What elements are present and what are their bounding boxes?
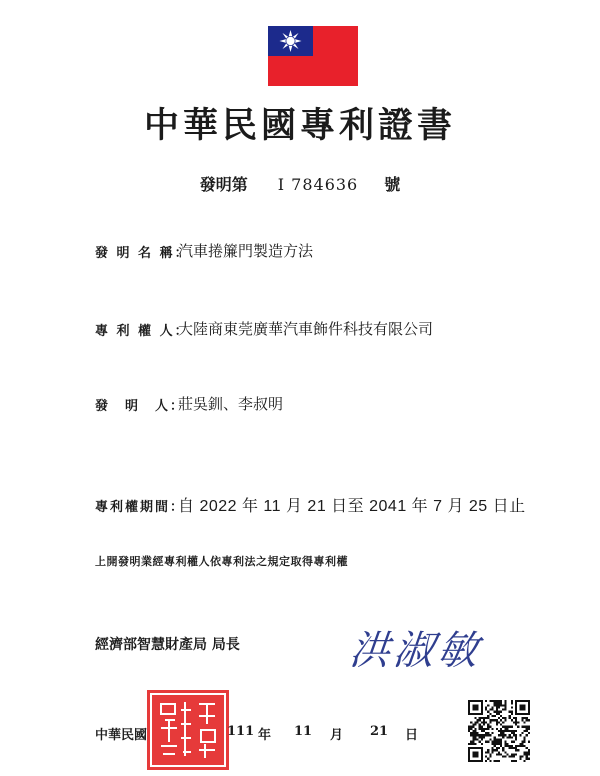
- inventor-label: 發 明 人：: [95, 399, 186, 414]
- patent-number-line: [0, 172, 600, 195]
- official-title: 經濟部智慧財產局 局長: [95, 637, 240, 653]
- issue-year: 111: [227, 724, 255, 739]
- certificate-title: 中華民國專利證書: [143, 105, 456, 146]
- issue-day: 21: [370, 724, 389, 739]
- term-value: 自 2022 年 11 月 21 日至 2041 年 7 月 25 日止: [178, 498, 526, 515]
- issue-year-label: 年: [258, 728, 272, 743]
- issue-date-era: 中華民國: [95, 728, 148, 743]
- invention-name-label: 發 明 名 稱：: [95, 246, 190, 261]
- official-seal-icon: [147, 690, 229, 770]
- issue-day-label: 日: [405, 728, 419, 743]
- issue-month: 11: [294, 724, 313, 739]
- invention-name-value: 汽車捲簾門製造方法: [178, 242, 314, 260]
- inventor-value: 莊吳釧、李叔明: [178, 395, 284, 413]
- patent-number-prefix: 發明第: [199, 175, 248, 194]
- patent-number: I 784636: [277, 175, 359, 194]
- patent-number-suffix: 號: [384, 175, 401, 194]
- director-signature: 洪淑敏: [347, 628, 485, 674]
- roc-flag-icon: [268, 26, 358, 86]
- term-label: 專利權期間：: [95, 500, 186, 515]
- issue-month-label: 月: [330, 728, 344, 743]
- grant-statement: 上開發明業經專利權人依專利法之規定取得專利權: [95, 555, 348, 568]
- qr-code-icon: [468, 700, 530, 762]
- patentee-label: 專 利 權 人：: [95, 324, 190, 339]
- patentee-value: 大陸商東莞廣華汽車飾件科技有限公司: [178, 320, 434, 338]
